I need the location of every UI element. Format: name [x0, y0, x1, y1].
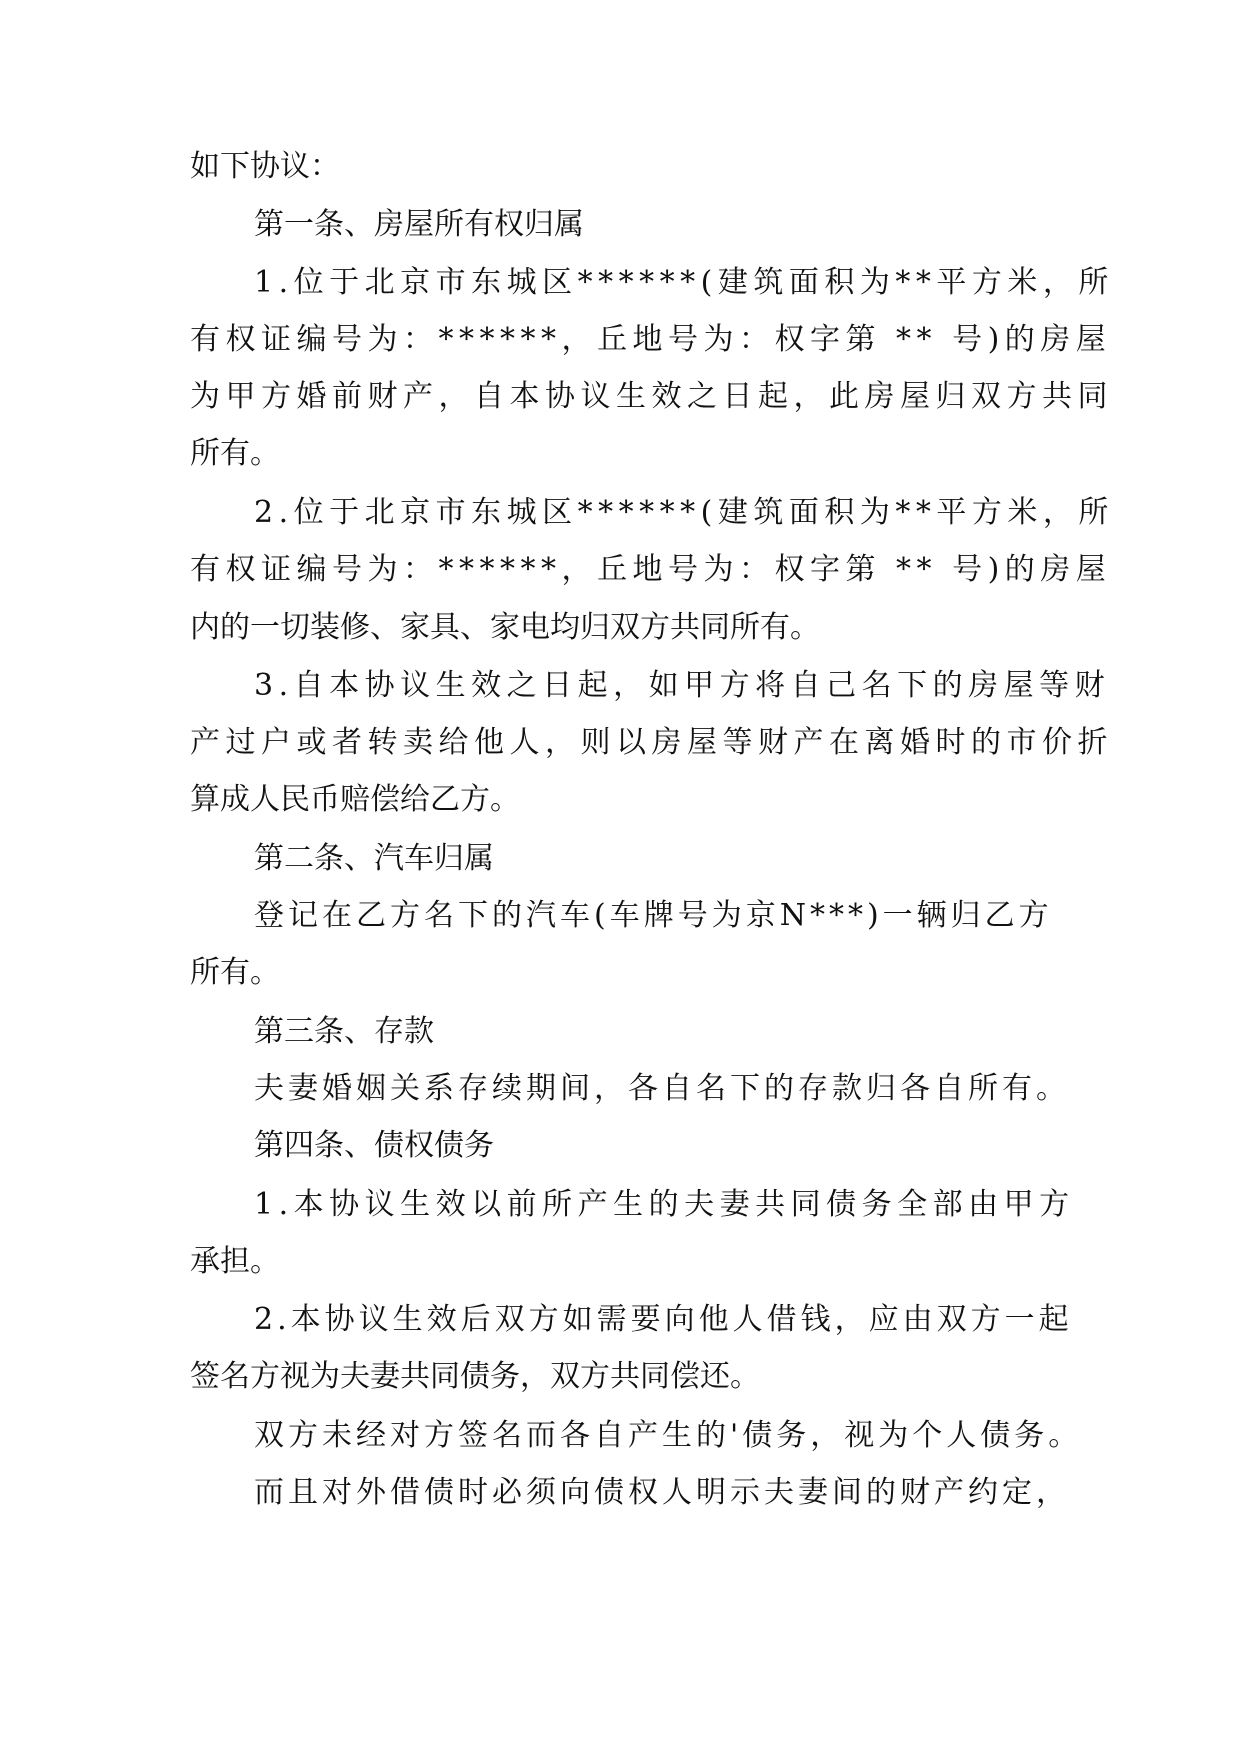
text-line: 产过户或者转卖给他人，则以房屋等财产在离婚时的市价折 [190, 725, 1113, 760]
text-line: 有权证编号为：******，丘地号为：权字第 ** 号)的房屋 [190, 552, 1112, 587]
text-line: 有权证编号为：******，丘地号为：权字第 ** 号)的房屋 [190, 322, 1112, 357]
text-line: 登记在乙方名下的汽车(车牌号为京N***)一辆归乙方 [254, 898, 1053, 933]
section-heading: 第一条、房屋所有权归属 [254, 207, 584, 242]
text-line: 1.位于北京市东城区******(建筑面积为**平方米，所 [254, 265, 1114, 300]
text-line: 而且对外借债时必须向债权人明示夫妻间的财产约定， [254, 1475, 1070, 1510]
text-line: 夫妻婚姻关系存续期间，各自名下的存款归各自所有。 [254, 1071, 1070, 1106]
text-line: 2.本协议生效后双方如需要向他人借钱，应由双方一起 [254, 1302, 1073, 1337]
text-line: 3.自本协议生效之日起，如甲方将自己名下的房屋等财 [254, 668, 1111, 703]
text-line: 算成人民币赔偿给乙方。 [190, 782, 520, 817]
text-line: 1.本协议生效以前所产生的夫妻共同债务全部由甲方 [254, 1187, 1075, 1222]
text-line: 所有。 [190, 955, 280, 990]
section-heading: 第二条、汽车归属 [254, 841, 494, 876]
text-line: 2.位于北京市东城区******(建筑面积为**平方米，所 [254, 495, 1114, 530]
section-heading: 第四条、债权债务 [254, 1128, 494, 1163]
text-line: 承担。 [190, 1244, 280, 1279]
text-line: 签名方视为夫妻共同债务，双方共同偿还。 [190, 1359, 760, 1394]
text-line: 双方未经对方签名而各自产生的'债务，视为个人债务。 [254, 1418, 1083, 1453]
text-line: 内的一切装修、家具、家电均归双方共同所有。 [190, 610, 820, 645]
text-line: 所有。 [190, 436, 280, 471]
text-line: 如下协议： [190, 149, 340, 184]
section-heading: 第三条、存款 [254, 1014, 434, 1049]
text-line: 为甲方婚前财产，自本协议生效之日起，此房屋归双方共同 [190, 379, 1113, 414]
